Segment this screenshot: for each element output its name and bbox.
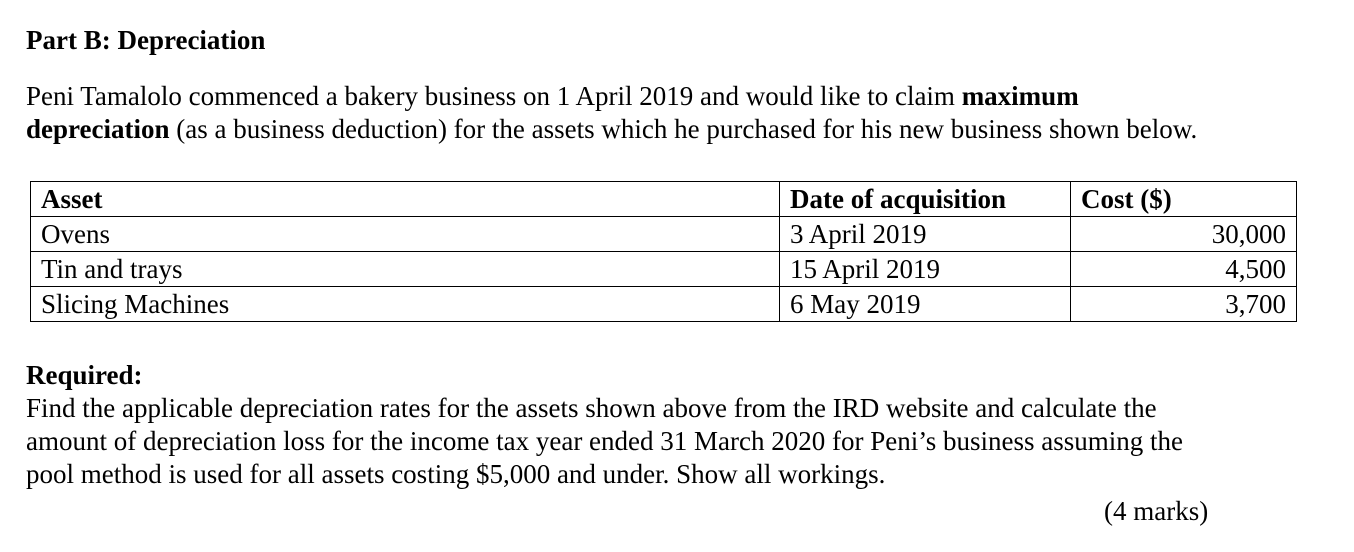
- task-line: amount of depreciation loss for the income tax year ended 31 March 2020 for Peni’s business assuming the: [26, 426, 1183, 456]
- asset-name-cell: Ovens: [31, 217, 780, 252]
- acquisition-date-cell: 15 April 2019: [780, 252, 1071, 287]
- table-header-row: [31, 182, 1297, 217]
- section-heading: Part B: Depreciation: [26, 25, 266, 55]
- task-line: pool method is used for all assets costing $5,000 and under. Show all workings.: [26, 459, 886, 489]
- intro-emphasis: depreciation: [26, 114, 170, 144]
- intro-text: (as a business deduction) for the assets which he purchased for his new business shown below.: [169, 114, 1198, 144]
- cost-cell: 4,500: [1071, 252, 1297, 287]
- intro-text: Peni Tamalolo commenced a bakery business on 1 April 2019 and would like to claim: [26, 81, 962, 111]
- table-row: [31, 287, 1297, 322]
- task-line: Find the applicable depreciation rates for the assets shown above from the IRD website and calculate the: [26, 393, 1157, 423]
- intro-paragraph: [26, 80, 1336, 146]
- asset-table: [30, 181, 1297, 322]
- task-paragraph: [26, 392, 1336, 491]
- cost-cell: 3,700: [1071, 287, 1297, 322]
- column-header-asset: Asset: [31, 182, 780, 217]
- asset-name-cell: Slicing Machines: [31, 287, 780, 322]
- table-row: [31, 217, 1297, 252]
- required-heading: Required:: [26, 360, 143, 390]
- column-header-date: Date of acquisition: [780, 182, 1071, 217]
- asset-name-cell: Tin and trays: [31, 252, 780, 287]
- intro-emphasis: maximum: [961, 81, 1079, 111]
- table-row: [31, 252, 1297, 287]
- intro-line-2: [26, 113, 1336, 146]
- marks-label: (4 marks): [1104, 496, 1209, 526]
- acquisition-date-cell: 6 May 2019: [780, 287, 1071, 322]
- column-header-cost: Cost ($): [1071, 182, 1297, 217]
- acquisition-date-cell: 3 April 2019: [780, 217, 1071, 252]
- cost-cell: 30,000: [1071, 217, 1297, 252]
- intro-line-1: [26, 80, 1336, 113]
